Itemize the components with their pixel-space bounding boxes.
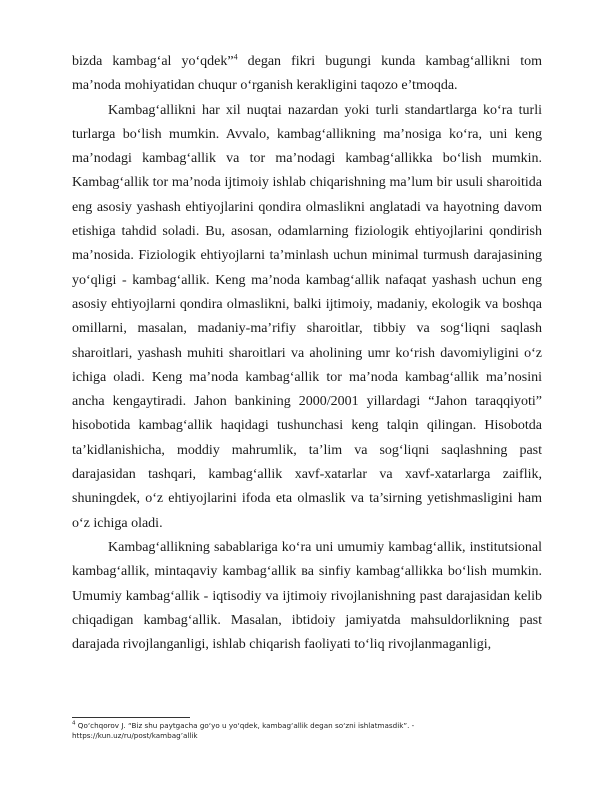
document-body (72, 50, 542, 657)
paragraph-poverty-causes: Kambag‘allikning sabablariga ko‘ra uni umumiy kambag‘allik, institutsional kambag‘allik, mintaqaviy kambag‘allik ва sinfiy kambag‘allikka bo‘lish mumkin. Umumiy kambag‘allik - iqtisodiy va ijtimoiy rivojlanishning past darajasidan kelib chiqadigan kambag‘allik. Masalan, ibtidoiy jamiyatda mahsuldorlikning past darajada rivojlanganligi, ishlab chiqarish faoliyati to‘liq rivojlanmaganligi, (72, 539, 542, 653)
footnote-reference[interactable]: 4 (233, 52, 238, 62)
footnote-line (72, 721, 542, 731)
paragraph-continuation (72, 50, 542, 99)
footnote-text: Qo‘chqorov J. “Biz shu paytgacha go‘yo u yo‘qdek, kambag‘allik degan so‘zni ishlatmasdik”. - (75, 721, 415, 730)
footnote (72, 721, 542, 741)
paragraph-poverty-types: Kambag‘allikni har xil nuqtai nazardan yoki turli standartlarga ko‘ra turli turlarga bo‘lish mumkin. Avvalo, kambag‘allikning ma’nosiga ko‘ra, uni keng ma’nodagi kambag‘allik va tor ma’nodagi kambag‘allikka bo‘lish mumkin. Kambag‘allik tor ma’noda ijtimoiy ishlab chiqarishning ma’lum bir usuli sharoitida eng asosiy yashash ehtiyojlarini qondira olmaslikni anglatadi va hayotning davom etishiga tahdid soladi. Bu, asosan, odamlarning fiziologik ehtiyojlarini qondirish ma’nosida. Fiziologik ehtiyojlarni ta’minlash uchun minimal turmush darajasining yo‘qligi - kambag‘allik. Keng ma’noda kambag‘allik nafaqat yashash uchun eng asosiy ehtiyojlarni qondira olmaslikni, balki ijtimoiy, madaniy, ekologik va boshqa omillarni, masalan, madaniy-ma’rifiy sharoitlar, tibbiy va sog‘liqni saqlash sharoitlari, yashash muhiti sharoitlari va aholining umr ko‘rish davomiyligini o‘z ichiga oladi. Keng ma’noda kambag‘allik tor ma’noda kambag‘allik ma’nosini ancha kengaytiradi. Jahon bankining 2000/2001 yillardagi “Jahon taraqqiyoti” hisobotida kambag‘allik haqidagi tushunchasi keng talqin qilingan. Hisobotda ta’kidlanishicha, moddiy mahrumlik, ta’lim va sog‘liqni saqlashning past darajasidan tashqari, kambag‘allik xavf-xatarlar va xavf-xatarlarga zaiflik, shuningdek, o‘z ehtiyojlarini ifoda eta olmaslik va ta’sirning yetishmasligini ham o‘z ichiga oladi. (72, 102, 542, 531)
footnote-link[interactable]: https://kun.uz/ru/post/kambag’allik (72, 731, 198, 740)
paragraph-text-end: degan fikri bugungi kunda kambag‘allikni tom ma’noda mohiyatidan chuqur o‘rganish kerakligini taqozo e’tmoqda. (72, 54, 542, 94)
footnote-number: 4 (72, 720, 76, 727)
footnote-divider (72, 717, 190, 718)
paragraph-text-start: bizda kambag‘al yo‘qdek” (72, 54, 234, 69)
